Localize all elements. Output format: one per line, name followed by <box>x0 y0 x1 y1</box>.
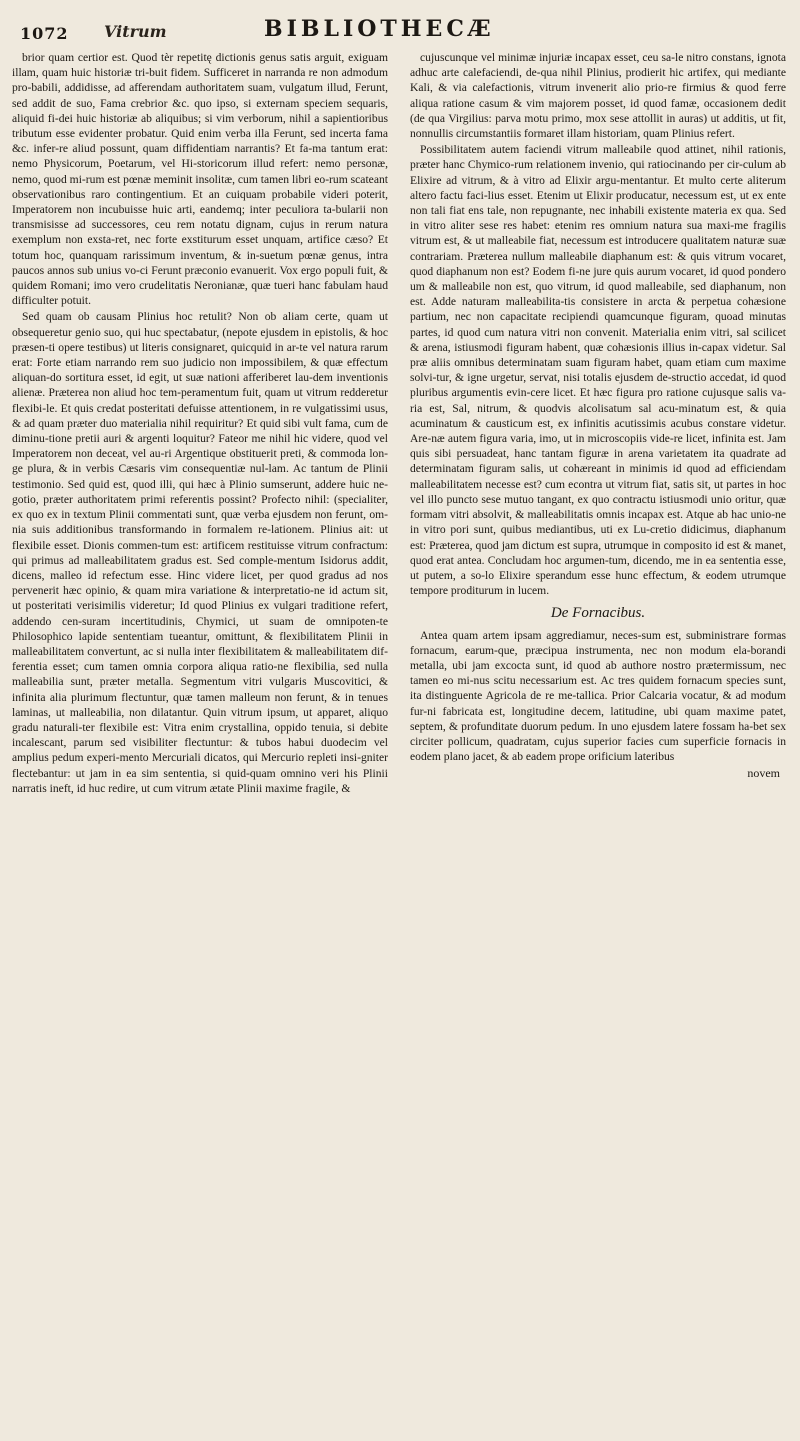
left-column <box>12 50 388 796</box>
page-header <box>12 10 786 44</box>
right-column <box>410 50 786 796</box>
page-number: 1072 <box>20 24 69 43</box>
paragraph: cujuscunque vel minimæ injuriæ incapax esset, ceu sa-le nitro constans, ignota adhuc arte calefaciendi, de-qua nihil Plinius, prodierit hic artifex, qui mediante Kali, & via calefactionis, vitrum invenerit alio prio-re firmius & quod ferre aliqua ratione casum & vim majorem posset, id quod famæ, occasionem dedit (de qua Virgilius: parva motu primo, mox sese attollit in auras) ut additis, ut fit, nonnullis circumstantiis formaret illam historiam, quam Plinius refert. <box>410 51 786 141</box>
paragraph: Possibilitatem autem faciendi vitrum malleabile quod attinet, nihil rationis, præter hanc Chymico-rum relationem invenio, qui ratiocinando per cir-culum ab Elixire ad vitrum, & à vitro ad Elixir argu-mentantur. Et multo certe aliterum altero factu faci-lius esset. Etenim ut Elixir producatur, necessum est, ut ex ente non tali fiat ens tale, non repugnante, nec inhabili existente materia ex qua. Sed in vitro aliter sese res habet: etenim res omnium natura sua maxi-me fragilis vitrum est, & ut malleabile fiat, necessum est introducere qualitatem naturæ suæ contrariam. Præterea nullum malleabile diaphanum est: & quis vitrum vocaret, quod diaphanum non est? Eodem fi-ne jure quis aurum vocaret, id quod pondero um & malleabile non est, quo vitrum, id quod malleabile, sed diaphanum, non est. Adde naturam malleabilita-tis consistere in arcta & perpetua cohæsione partium, nec non capacitate recipiendi quamcunque figuram, quoad minutas partes, id quod cum natura vitri non convenit. Materialia enim vitri, sal scilicet & arena, istiusmodi figuram habent, quæ cohæsionis illius in-capax videtur. Sal præ aliis omnibus determinatam suam figuram habet, quam etiam cum maxime solvi-tur, & igne urgetur, servat, nisi totalis ejusdem de-structio accedat, id quod pluribus argumentis evin-cere licet. Et hæc figura pro ratione cujusque salis va-ria est, Sal, nitrum, & quodvis alcolisatum sal acu-minatum est, & quia acuminatum & causticum est, ex infinitis acutissimis acubus constare videtur. Are-næ autem figura varia, imo, ut in microscopiis vide-re licet, infinita est. Jam quis sibi persuadeat, hanc tantam figuræ in arena varietatem ita quadrate ad determinatam figuram salis, ut cohæreant in minimis id quod ad efficiendam malleabilitatem necesse est? cum econtra ut vitrum fiat, satis sit, ut partes in hoc vel illo puncto sese mutuo tangant, ex quo contractu istiusmodi unio oritur, quæ formam vitri absolvit, & malleabilitatis omnis incapax est. Atque ab hac unio-ne in vitro pori sunt, quibus mediantibus, uti ex Lu-cretio didicimus, diaphanum est: Præterea, quod jam dictum est supra, utrumque in composito id est & manet, quod erat antea. Concludam hoc argumen-tum, dicendo, me in ea sententia esse, ut putem, a so-lo Elixire sperandum esse hunc effectum, & eodem utrumque tempore proditurum in lucem. <box>410 143 786 598</box>
catchword: novem <box>747 766 780 781</box>
section-heading: De Fornacibus. <box>550 605 646 622</box>
paragraph: Sed quam ob causam Plinius hoc retulit? Non ob aliam certe, quam ut obsequeretur genio suo, qui huc spectabatur, (nepote ejusdem in epistolis, & hoc præsen-ti opere testibus) ut literis consignaret, quicquid in ar-te vel natura rarum erat: Forte etiam narrando rem suo judicio non impossibilem, & quæ effectum aliquan-do sortitura esset, id egit, ut suæ nationi afferiberet lau-dem inventionis alienæ. Præterea non aliud hoc tem-peramentum fuit, quam ut vitrum redderetur flexibi-le. Et quis credat posteritati defuisse attentionem, in re vulgatissimi usus, & ad quam præter duo materialia nihil requiritur? Et quid sibi vult fama, cum de diminu-tione pretii auri & argenti loquitur? Fateor me nihil hic videre, quod vel Imperatorem non deceat, vel au-ri Argentique obstituerit preti, & commoda lon-ge plura, & in verbis Cæsaris vim consequentiæ nul-lam. Ac tantum de Plinii testimonio. Sed quid est, quod illi, qui hæc à Plinio sumserunt, addere huic ne-gotio, præter authoritatem primi referentis possint? Profecto nihil: (specialiter, ex quo ex in textum Plinii commentati sunt, quæ verba ejusdem non ferunt, om-nia suis additionibus transformando in formalem re-lationem. Plinius ait: ut flexibile esset. Dionis commen-tum est: artificem restituisse vitrum confractum: qui primus ad malleabilitatem gradus est. Sed comple-mentum Isidorus addit, dicens, malleo id refectum esse. Hinc videre licet, per quod gradus ad nos pervenerit hæc opinio, & quam mira variatione & interpretatio-ne id actum sit, ut posteritati verisimilis videretur; Id quod Plinius ex vulgari traditione refert, addendo cen-suram incertitudinis, Chymici, ut suam de omnipoten-te Philosophico lapide sententiam tueantur, omittunt, & flexibilitatem Plinii in malleabilitatem convertunt, ac si nulla inter flexibilitatem & malleabilitatem dif-ferentia esset; cum tamen omnia corpora aliqua ratio-ne flexibilia, sed nulla malleabilia sunt, præter metalla. Segmentum vitri vulgaris Muscovitici, & infinita alia plurimum flectuntur, quæ tamen malleum non ferunt, & in tenues laminas, ut malleabilia, non dilatantur. Quin vitrum ipsum, ut apparet, aliquo gradu naturali-ter flexibile est: Vitra enim crystallina, oppido tenuia, si debite incalescant, parum sed visibiliter flectuntur: & tubos habui duodecim vel amplius pedum experi-mento Mercuriali dicatos, qui Mercurio repleti insi-gniter flectebantur: ut jam in ea sim sententia, si quid-quam omnino veri his Plinii narratis ineft, id huc redire, ut cum vitrum ætate Plinii maxime fragile, & <box>12 310 388 795</box>
running-title: BIBLIOTHECÆ <box>264 16 495 42</box>
paragraph: brior quam certior est. Quod tèr repetitę dictionis genus satis arguit, exiguam illam, quam huic historiæ tri-buit fidem. Sufficeret in narranda re non admodum pro-babili, addidisse, ad afferendam authoritatem suam, vulgatum illud, Ferunt, sed addit de suo, Fama crebrior &c. quo ipso, si externam speciem sequaris, aliquid fi-dei huic historiæ ab aliquibus; si vim verborum, nihil a sapientioribus tributum esse evidenter probatur. Quid enim verba illa Ferunt, sed incerta fama &c. infer-re aliud possunt, quam diffidentiam narrantis? Et fa-ma tantum erat: nemo Physicorum, Poetarum, vel Hi-storicorum illud refert: nemo personæ, nemo, quod mi-rum est pœnæ meminit insolitæ, cum tamen libri eo-rum scateant observationibus raro contingentium. Et an cuiquam probabile videri poterit, Imperatorem non incubuisse huic arti, eandemq; inter peculiora ta-bularii non transmisisse ad successores, ceu rem notatu dignam, cujus in rerum natura exemplum non exsta-ret, nec forte exstiturum esset unquam, artifice cæso? Et totum hoc, quanquam rarissimum inventum, & in-suetum pœnæ genus, intra paucos annos sub unius vo-ci Ferunt præconio evanuerit. Vox ergo populi fuit, & quidem Romani; imo vero crudelitatis Neronianæ, quæ tueri hanc fabulam haud difficulter potuit. <box>12 51 388 308</box>
paragraph: Antea quam artem ipsam aggrediamur, neces-sum est, subministrare formas fornacum, earum-que, præcipua instrumenta, nec non modum ela-borandi metalla, ubi jam excocta sunt, id quod ab authore nostro prætermissum, nec tamen eo mi-nus scitu necessarium est. Ac tres quidem fornacum species sunt, ita distinguente Agricola de re me-tallica. Prior Calcaria vocatur, & ad modum fur-ni fabricata est, longitudine decem, latitudine, ubi quam maxime patet, septem, & profunditate duorum pedum. In uno ejusdem latere fossam ha-bet sex circiter pollicum, quadratam, cujus superior facies cum superficie fornacis in eodem plano jacet, & ab eadem prope orificium lateribus <box>410 628 786 764</box>
text-columns <box>12 50 786 796</box>
handwritten-note: Vitrum <box>104 22 167 41</box>
